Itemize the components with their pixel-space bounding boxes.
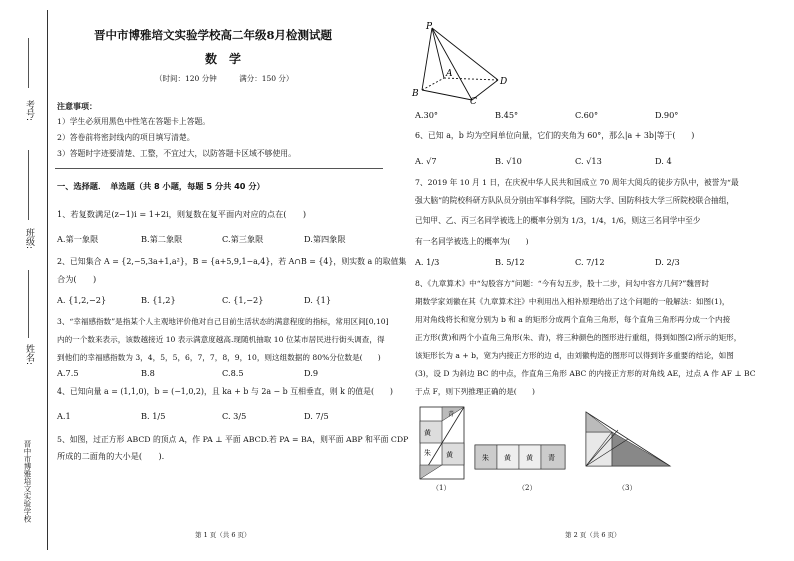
q4-option-d: D. 7/5 xyxy=(304,411,329,421)
kaohao-line xyxy=(28,38,29,88)
q2-option-c: C. {1,−2} xyxy=(222,295,264,305)
q3-option-b: B.8 xyxy=(141,368,155,378)
question-5-line1: 5、如图，过正方形 ABCD 的顶点 A，作 PA ⊥ 平面 ABCD.若 PA = BA，则平面 ABP 和平面 CDP xyxy=(57,435,409,444)
q5-option-c: C.60° xyxy=(575,110,599,120)
q4-option-c: C. 3/5 xyxy=(222,411,247,421)
question-8-line6: (3)，设 D 为斜边 BC 的中点，作直角三角形 ABC 的内接正方形的对角线 AE，过点 A 作 AF ⊥ BC xyxy=(415,369,756,378)
question-8-line3: 用对角线将长和宽分别为 b 和 a 的矩形分成两个直角三角形，每个直角三角形再分成一个内接 xyxy=(415,315,731,324)
question-3-line1: 3、“幸福感指数”是指某个人主观地评价他对自己目前生活状态的满意程度的指标，常用区间[0,10] xyxy=(57,317,389,326)
fig2-cyan-label: 青 xyxy=(548,454,555,462)
notes-heading: 注意事项： xyxy=(57,102,97,111)
label-kaohao: 考号: xyxy=(24,100,34,122)
q3-option-a: A.7.5 xyxy=(57,368,79,378)
q3-option-c: C.8.5 xyxy=(222,368,244,378)
school-vertical: 晋中市博雅培文实验学校 xyxy=(23,440,32,523)
q5-option-d: D.90° xyxy=(655,110,679,120)
q7-option-b: B. 5/12 xyxy=(495,257,525,267)
page-footer-1: 第 1 页（共 6 页） xyxy=(195,531,251,539)
fig2-yellow-label-2: 黄 xyxy=(526,454,533,462)
q8-figure-2 xyxy=(474,443,574,473)
q2-option-d: D. {1} xyxy=(304,295,332,305)
q1-option-b: B.第二象限 xyxy=(141,234,183,244)
note-item: 2）答卷前将密封线内的项目填写清楚。 xyxy=(57,133,195,142)
label-a: A xyxy=(446,69,453,79)
q6-option-b: B. √10 xyxy=(495,156,522,166)
section-heading: 一、选择题． 单选题（共 8 小题，每题 5 分共 40 分） xyxy=(57,181,265,191)
banji-line xyxy=(28,150,29,220)
question-8-line7: 于点 F，则下列推理正确的是( ) xyxy=(415,387,535,396)
figure-caption-3: （3） xyxy=(618,484,637,492)
label-xingming: 姓名: xyxy=(24,344,34,366)
question-7-line1: 7、2019 年 10 月 1 日，在庆祝中华人民共和国成立 70 周年大阅兵的徒步方队中，被誉为“最 xyxy=(415,178,739,187)
fig2-red-label: 朱 xyxy=(482,454,489,462)
question-8-line2: 期数学家刘徽在其《九章算术注》中利用出入相补原理给出了这个问题的一般解法：如图(1)， xyxy=(415,297,730,306)
q4-option-b: B. 1/5 xyxy=(141,411,166,421)
question-8-line5: 该矩形长为 a + b，宽为内接正方形的边 d，由刘徽构造的图形可以得到许多重要的结论，如图 xyxy=(415,351,734,360)
question-6: 6、已知 a，b 均为空间单位向量，它们的夹角为 60°，那么|a + 3b|等于( ) xyxy=(415,131,695,140)
question-4: 4、已知向量 a = (1,1,0)，b = (−1,0,2)，且 ka + b 与 2a − b 互相垂直，则 k 的值是( ) xyxy=(57,387,393,396)
q6-option-c: C. √13 xyxy=(575,156,602,166)
fig1-yellow-label: 黄 xyxy=(424,429,431,437)
question-2-line1: 2、已知集合 A = {2,−5,3a+1,a²}，B = {a+5,9,1−a,4}，若 A∩B = {4}，则实数 a 的取值集 xyxy=(57,257,407,266)
question-7-line2: 强大脑”的院校科研方队队员分别由军事科学院，国防大学、国防科技大学三所院校联合抽组， xyxy=(415,196,735,205)
q1-option-a: A.第一象限 xyxy=(57,234,99,244)
figure-caption-1: （1） xyxy=(432,484,451,492)
notes-divider xyxy=(55,168,383,169)
question-2-line2: 合为( ) xyxy=(57,274,97,284)
question-7-line3: 已知甲、乙、丙三名同学被选上的概率分别为 1/3，1/4，1/6，则这三名同学中至少 xyxy=(415,216,701,225)
subject-title: 数 学 xyxy=(205,52,242,66)
question-8-line4: 正方形(黄)和两个小直角三角形(朱、青)，将三种颜色的图形进行重组，得到如图(2)所示的矩形， xyxy=(415,333,742,342)
q7-option-d: D. 2/3 xyxy=(655,257,680,267)
q6-option-a: A. √7 xyxy=(415,156,437,166)
label-banji: 班级: xyxy=(24,228,34,250)
note-item: 1）学生必须用黑色中性笔在答题卡上答题。 xyxy=(57,117,211,126)
fig1-red-label: 朱 xyxy=(424,449,431,457)
question-3-line2: 内的一个数来表示，该数越接近 10 表示满意度越高.现随机抽取 10 位某市居民进行街头调查，得 xyxy=(57,335,385,344)
q5-pyramid-figure xyxy=(410,20,520,105)
xingming-line xyxy=(28,270,29,338)
q5-option-b: B.45° xyxy=(495,110,519,120)
q7-option-c: C. 7/12 xyxy=(575,257,605,267)
question-8-line1: 8、《九章算术》中“勾股容方”问题：“今有勾五步，股十二步，问勾中容方几何?”魏晋时 xyxy=(415,279,710,288)
q2-option-a: A. {1,2,−2} xyxy=(57,295,107,305)
label-p: P xyxy=(426,22,433,32)
label-d: D xyxy=(500,77,508,87)
time-info: （时间：120 分钟 满分：150 分） xyxy=(155,74,294,83)
q8-figure-1 xyxy=(418,405,468,485)
label-c: C xyxy=(470,97,477,105)
fig1-cyan-label: 青 xyxy=(448,411,455,418)
q3-option-d: D.9 xyxy=(304,368,319,378)
note-item: 3）答题时字迹要清楚、工整，不宜过大，以防答题卡区域不够使用。 xyxy=(57,149,296,158)
q2-option-b: B. {1,2} xyxy=(141,295,176,305)
question-1: 1、若复数满足(z−1)i = 1+2i，则复数在复平面内对应的点在( ) xyxy=(57,209,307,219)
question-5-line2: 所成的二面角的大小是( ). xyxy=(57,451,165,461)
q6-option-d: D. 4 xyxy=(655,156,672,166)
question-3-line3: 到他们的幸福感指数为 3，4，5，5，6，7，7，8，9，10，则这组数据的 80%分位数是( ) xyxy=(57,353,381,362)
fig2-yellow-label: 黄 xyxy=(504,454,511,462)
label-b: B xyxy=(412,89,419,99)
q1-option-c: C.第三象限 xyxy=(222,234,264,244)
figure-caption-2: （2） xyxy=(518,484,537,492)
page-title: 晋中市博雅培文实验学校高二年级8月检测试题 xyxy=(94,28,332,42)
page-footer-2: 第 2 页（共 6 页） xyxy=(565,531,621,539)
q7-option-a: A. 1/3 xyxy=(415,257,440,267)
q4-option-a: A.1 xyxy=(57,411,71,421)
fig1-yellow-label-2: 黄 xyxy=(446,451,453,459)
seal-line xyxy=(47,10,48,550)
q1-option-d: D.第四象限 xyxy=(304,234,346,244)
q5-option-a: A.30° xyxy=(415,110,439,120)
question-7-line4: 有一名同学被选上的概率为( ) xyxy=(415,237,529,246)
q8-figure-3 xyxy=(580,408,676,484)
